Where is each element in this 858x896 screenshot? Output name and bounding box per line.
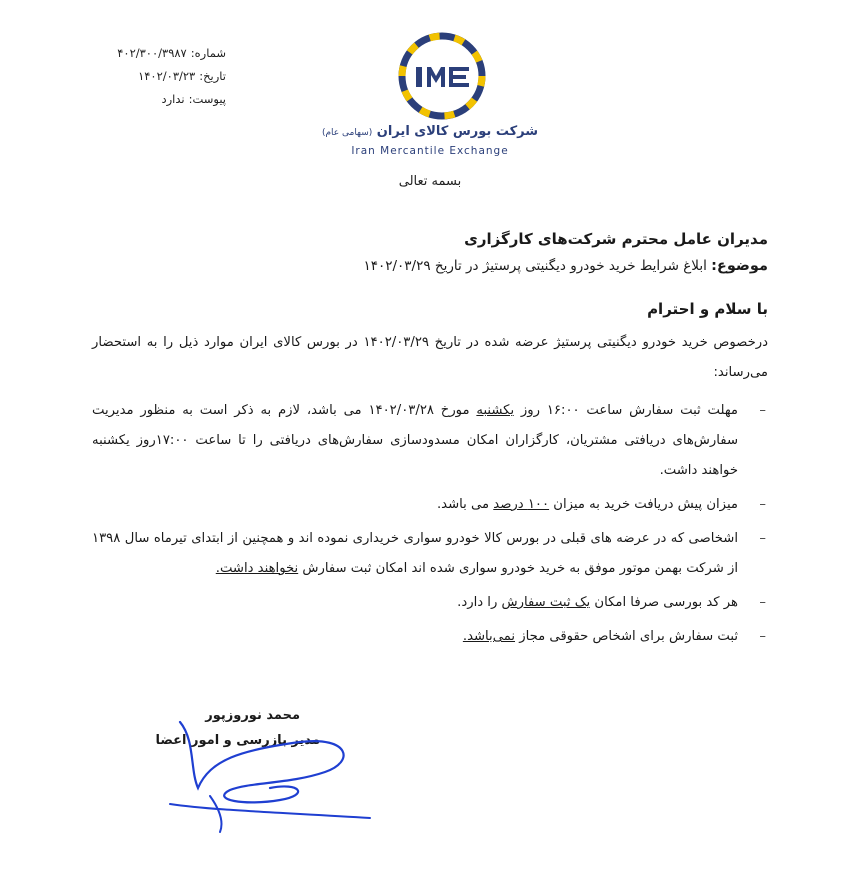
list-item: – مهلت ثبت سفارش ساعت ۱۶:۰۰ روز یکشنبه مورخ ۱۴۰۲/۰۳/۲۸ می باشد، لازم به ذکر است به منظور مدیریت سفارش‌های دریافتی مشتریان، کارگزاران امکان مسدودسازی سفارش‌های دریافتی را تا ساعت ۱۷:۰۰روز یکشنبه خواهند داشت.	[92, 396, 768, 486]
conditions-list	[92, 396, 768, 652]
list-item: – هر کد بورسی صرفا امکان یک ثبت سفارش را دارد.	[92, 588, 768, 618]
ime-logo	[372, 26, 512, 126]
letter-body	[92, 230, 768, 656]
letter-attachment: پیوست:ندارد	[161, 92, 226, 106]
handwritten-signature	[150, 700, 390, 840]
list-item: – ثبت سفارش برای اشخاص حقوقی مجاز نمی‌باشد.	[92, 622, 768, 652]
company-name-en: Iran Mercantile Exchange	[351, 145, 509, 157]
letter-date: تاریخ:۱۴۰۲/۰۳/۲۳	[138, 69, 226, 83]
company-name-fa: شرکت بورس کالای ایران (سهامی عام)	[321, 124, 539, 139]
intro-paragraph: درخصوص خرید خودرو دیگنیتی پرستیژ عرضه شده در تاریخ ۱۴۰۲/۰۳/۲۹ در بورس کالای ایران موارد ذیل را به استحضار می‌رساند:	[92, 335, 768, 380]
signatory-title: مدیر بازرسی و امور اعضا	[155, 733, 320, 748]
list-item: – میزان پیش دریافت خرید به میزان ۱۰۰ درصد می باشد.	[92, 490, 768, 520]
ime-emblem-icon	[372, 26, 512, 126]
list-item: – اشخاصی که در عرضه های قبلی در بورس کالا خودرو سواری خریداری نموده اند و همچنین از ابتدای تیرماه سال ۱۳۹۸ از شرکت بهمن موتور موفق به خرید خودرو سواری شده اند امکان ثبت سفارش نخواهند داشت.	[92, 524, 768, 584]
subject-text: ابلاغ شرایط خرید خودرو دیگنیتی پرستیژ در تاریخ ۱۴۰۲/۰۳/۲۹	[363, 258, 707, 274]
recipient: مدیران عامل محترم شرکت‌های کارگزاری	[464, 230, 768, 248]
greeting: با سلام و احترام	[647, 300, 768, 318]
subject-line	[92, 258, 768, 274]
bismillah: بسمه تعالی	[398, 174, 462, 189]
letter-meta	[96, 42, 226, 111]
signatory-name: محمد نوروزپور	[205, 708, 300, 723]
letter-number: شماره:۴۰۲/۳۰۰/۳۹۸۷	[117, 46, 226, 60]
subject-label: موضوع:	[711, 258, 768, 274]
